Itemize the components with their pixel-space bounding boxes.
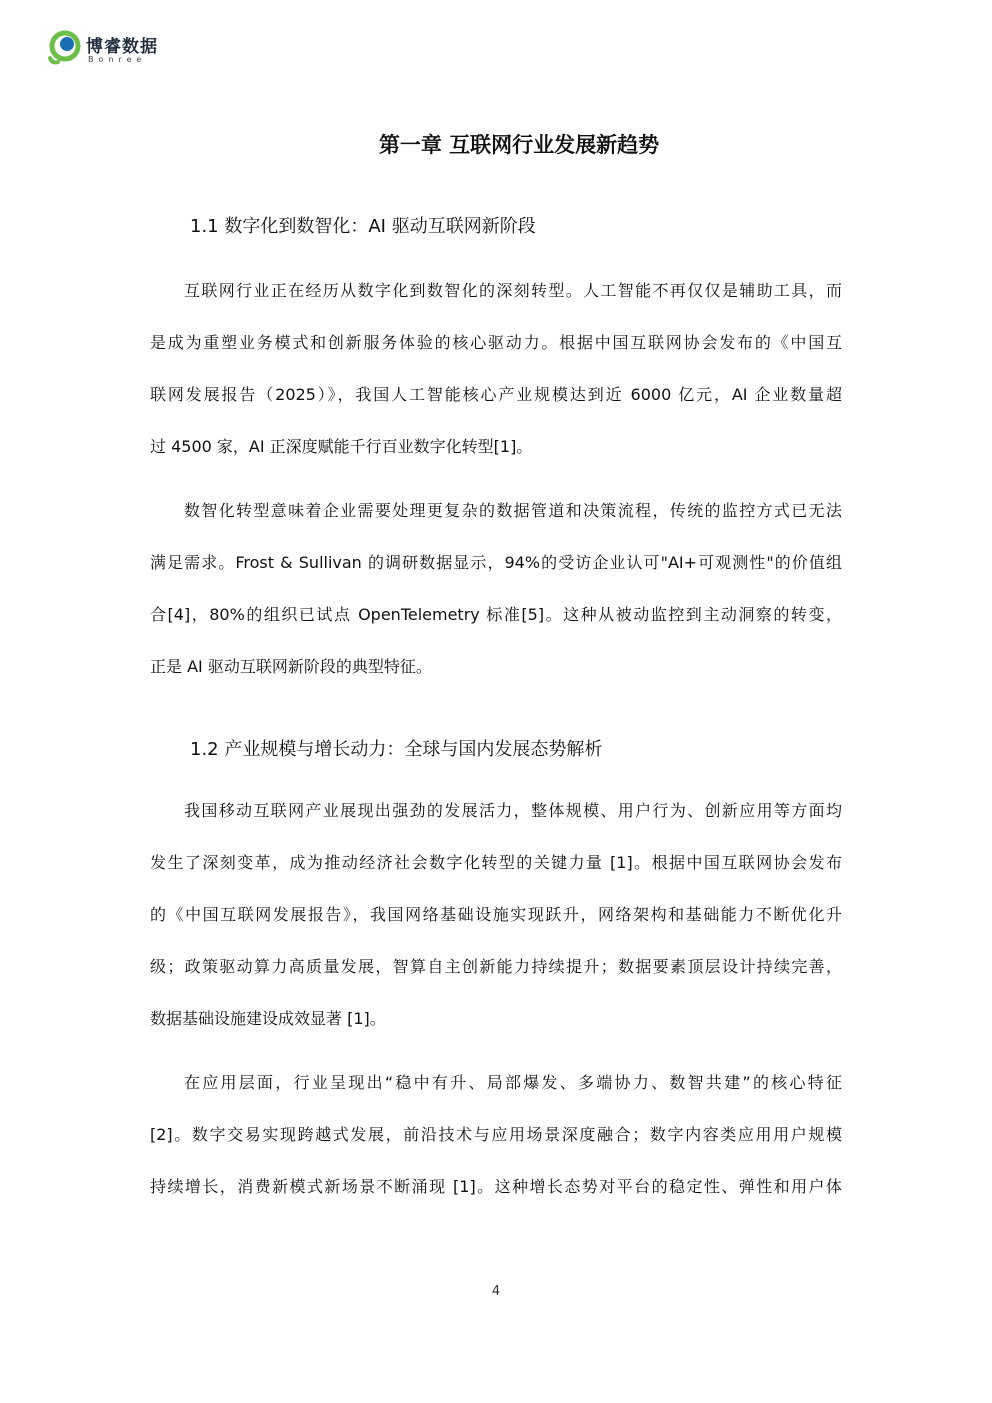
paragraph-line: 过 4500 家，AI 正深度赋能千行百业数字化转型[1]。: [150, 437, 533, 456]
paragraph-4: [150, 1057, 842, 1213]
paragraph-line: 的《中国互联网发展报告》，我国网络基础设施实现跃升，网络架构和基础能力不断优化升: [150, 905, 842, 924]
page-number: 4: [491, 1284, 501, 1299]
company-logo: [44, 28, 174, 68]
paragraph-line: 在应用层面，行业呈现出“稳中有升、局部爆发、多端协力、数智共建”的核心特征: [184, 1073, 842, 1092]
logo-text-en: Bonree: [88, 55, 147, 64]
paragraph-1: [150, 265, 842, 473]
logo-mark-icon: [44, 28, 84, 68]
paragraph-line: 级；政策驱动算力高质量发展，智算自主创新能力持续提升；数据要素顶层设计持续完善，: [150, 957, 842, 976]
logo-text-cn: 博睿数据: [86, 37, 158, 57]
section-heading-1-2: 1.2 产业规模与增长动力：全球与国内发展态势解析: [190, 739, 603, 760]
paragraph-line: 我国移动互联网产业展现出强劲的发展活力，整体规模、用户行为、创新应用等方面均: [184, 801, 842, 820]
paragraph-line: 数智化转型意味着企业需要处理更复杂的数据管道和决策流程，传统的监控方式已无法: [184, 501, 842, 520]
paragraph-line: 是成为重塑业务模式和创新服务体验的核心驱动力。根据中国互联网协会发布的《中国互: [150, 333, 842, 352]
paragraph-2: [150, 485, 842, 693]
paragraph-line: 互联网行业正在经历从数字化到数智化的深刻转型。人工智能不再仅仅是辅助工具，而: [184, 281, 842, 300]
paragraph-line: 联网发展报告（2025）》，我国人工智能核心产业规模达到近 6000 亿元，AI 企业数量超: [150, 385, 842, 404]
paragraph-3: [150, 785, 842, 1045]
paragraph-line: 合[4]，80%的组织已试点 OpenTelemetry 标准[5]。这种从被动监控到主动洞察的转变，: [150, 605, 842, 624]
paragraph-line: 正是 AI 驱动互联网新阶段的典型特征。: [150, 657, 432, 676]
paragraph-line: [2]。数字交易实现跨越式发展，前沿技术与应用场景深度融合；数字内容类应用用户规模: [150, 1125, 842, 1144]
section-heading-1-1: 1.1 数字化到数智化：AI 驱动互联网新阶段: [190, 216, 536, 237]
paragraph-line: 发生了深刻变革，成为推动经济社会数字化转型的关键力量 [1]。根据中国互联网协会发布: [150, 853, 842, 872]
paragraph-line: 数据基础设施建设成效显著 [1]。: [150, 1009, 386, 1028]
paragraph-line: 持续增长，消费新模式新场景不断涌现 [1]。这种增长态势对平台的稳定性、弹性和用户体: [150, 1177, 842, 1196]
paragraph-line: 满足需求。Frost & Sullivan 的调研数据显示，94%的受访企业认可"AI+可观测性"的价值组: [150, 553, 842, 572]
chapter-title: 第一章 互联网行业发展新趋势: [378, 133, 660, 157]
